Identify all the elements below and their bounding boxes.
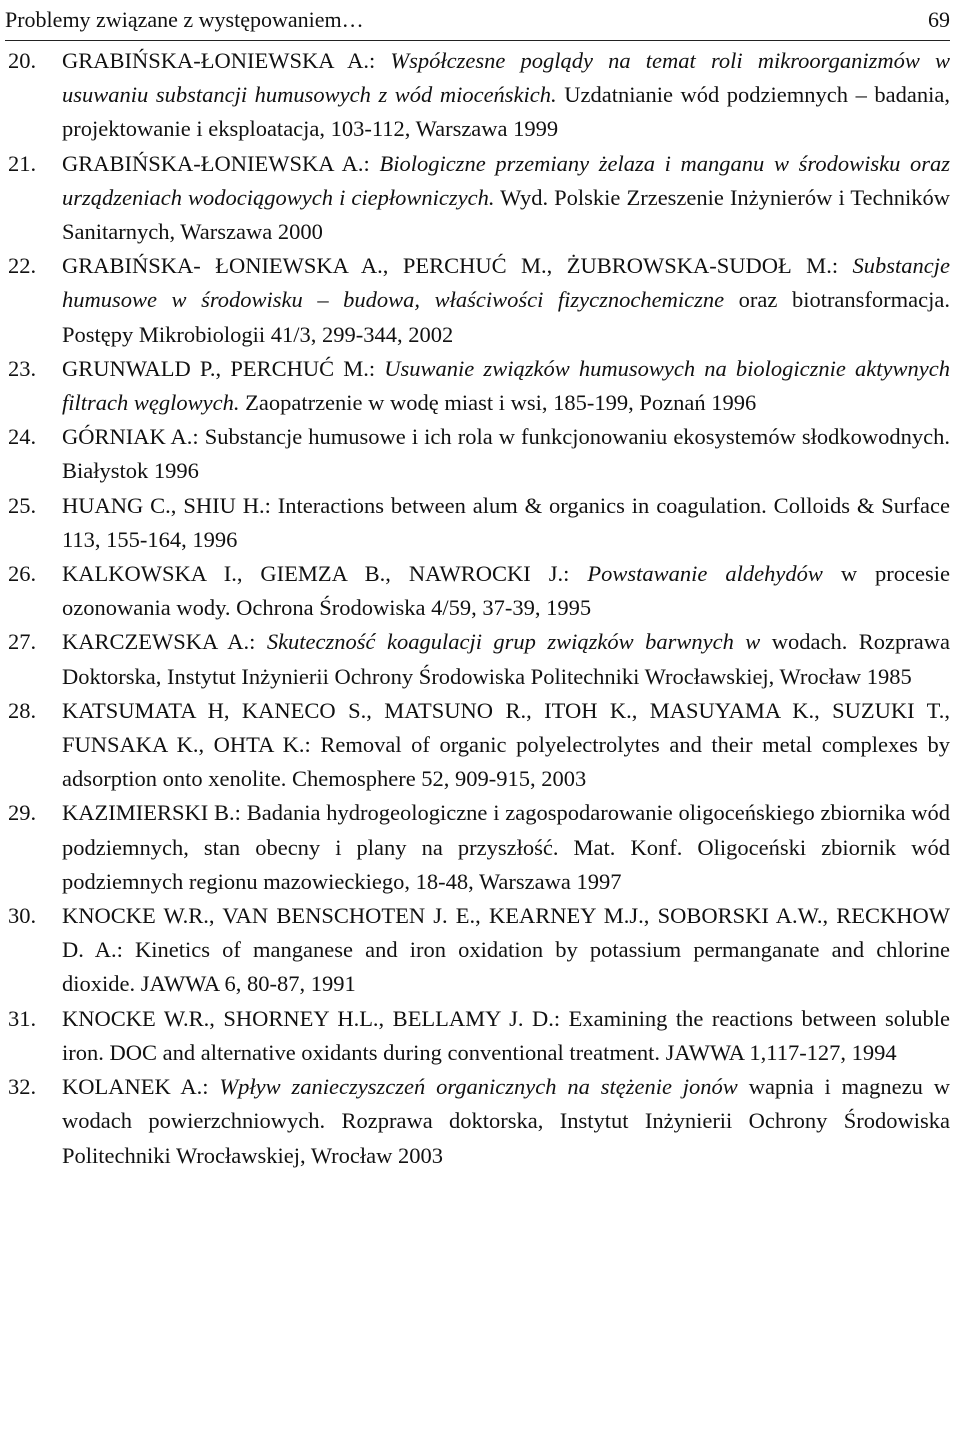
- reference-details: w procesie ozonowania wody. Ochrona Środowiska 4/59, 37-39, 1995: [62, 561, 950, 621]
- reference-item: [0, 44, 960, 147]
- reference-title: Powstawanie aldehydów: [587, 561, 823, 587]
- reference-details: Substancje humusowe i ich rola w funkcjonowaniu ekosystemów słodkowodnych. Białystok 1996: [62, 424, 950, 484]
- reference-title: Skuteczność koagulacji grup związków barwnych w: [266, 629, 761, 655]
- reference-item: [0, 1070, 960, 1173]
- reference-number: 27.: [8, 629, 37, 655]
- page-number: 69: [928, 7, 950, 32]
- reference-authors: GRABIŃSKA-ŁONIEWSKA A.:: [62, 48, 391, 73]
- reference-number: 21.: [8, 150, 37, 176]
- reference-details: Zaopatrzenie w wodę miast i wsi, 185-199, Poznań 1996: [239, 390, 757, 416]
- reference-item: [0, 1002, 960, 1070]
- reference-details: Removal of organic polyelectrolytes and their metal complexes by adsorption onto xenolite. Chemosphere 52, 909-915, 2003: [62, 732, 950, 792]
- reference-authors: KAZIMIERSKI B.:: [62, 800, 247, 826]
- reference-authors: GRABIŃSKA- ŁONIEWSKA A., PERCHUĆ M., ŻUBROWSKA-SUDOŁ M.:: [62, 253, 853, 279]
- reference-number: 23.: [8, 355, 37, 381]
- reference-authors: KALKOWSKA I., GIEMZA B., NAWROCKI J.:: [62, 561, 588, 587]
- running-header: [5, 0, 950, 41]
- reference-item: [0, 249, 960, 352]
- reference-authors: KOLANEK A.:: [62, 1074, 220, 1100]
- reference-authors: KARCZEWSKA A.:: [62, 629, 267, 655]
- reference-list: [0, 44, 960, 1173]
- reference-item: [0, 694, 960, 797]
- reference-number: 28.: [8, 697, 37, 723]
- reference-number: 26.: [8, 561, 37, 587]
- reference-title: Biologiczne przemiany żelaza i manganu w środowisku oraz urządzeniach wodociągowych i ciepłowniczych.: [62, 150, 950, 210]
- reference-details: Kinetics of manganese and iron oxidation by potassium permanganate and chlorine dioxide. JAWWA 6, 80-87, 1991: [62, 937, 950, 997]
- reference-number: 24.: [8, 424, 37, 450]
- reference-number: 32.: [8, 1074, 37, 1100]
- reference-details: oraz biotransformacja. Postępy Mikrobiologii 41/3, 299-344, 2002: [62, 287, 950, 347]
- reference-number: 20.: [8, 48, 37, 73]
- reference-number: 29.: [8, 800, 37, 826]
- reference-item: [0, 420, 960, 488]
- reference-authors: GÓRNIAK A.:: [62, 424, 205, 450]
- reference-authors: KNOCKE W.R., VAN BENSCHOTEN J. E., KEARNEY M.J., SOBORSKI A.W., RECKHOW D. A.:: [62, 903, 950, 963]
- reference-authors: KNOCKE W.R., SHORNEY H.L., BELLAMY J. D.:: [62, 1005, 569, 1031]
- reference-authors: HUANG C., SHIU H.:: [62, 492, 278, 518]
- reference-details: Wyd. Polskie Zrzeszenie Inżynierów i Techników Sanitarnych, Warszawa 2000: [62, 184, 950, 245]
- reference-item: [0, 557, 960, 625]
- reference-details: Interactions between alum & organics in coagulation. Colloids & Surface 113, 155-164, 1996: [62, 492, 950, 552]
- reference-details: Examining the reactions between soluble iron. DOC and alternative oxidants during conventional treatment. JAWWA 1,117-127, 1994: [62, 1005, 950, 1065]
- reference-authors: GRUNWALD P., PERCHUĆ M.:: [62, 355, 385, 381]
- reference-authors: KATSUMATA H, KANECO S., MATSUNO R., ITOH K., MASUYAMA K., SUZUKI T., FUNSAKA K., OHTA K.:: [62, 697, 950, 758]
- reference-number: 25.: [8, 492, 37, 518]
- reference-number: 31.: [8, 1005, 37, 1031]
- reference-title: Współczesne poglądy na temat roli mikroorganizmów w usuwaniu substancji humusowych z wód mioceńskich.: [62, 48, 950, 108]
- reference-details: Uzdatnianie wód podziemnych – badania, projektowanie i eksploatacja, 103-112, Warszawa 1999: [62, 82, 950, 142]
- reference-item: [0, 625, 960, 693]
- reference-details: Badania hydrogeologiczne i zagospodarowanie oligoceńskiego zbiornika wód podziemnych, stan obecny i plany na przyszłość. Mat. Konf. Oligoceński zbiornik wód podziemnych regionu mazowieckiego, 18-48, Warszawa 1997: [62, 800, 951, 894]
- reference-item: [0, 489, 960, 557]
- reference-number: 22.: [8, 253, 37, 279]
- reference-title: Substancje humusowe w środowisku – budowa, właściwości fizycznochemiczne: [62, 253, 950, 313]
- reference-details: wapnia i magnezu w wodach powierzchniowych. Rozprawa doktorska, Instytut Inżynierii Ochrony Środowiska Politechniki Wrocławskiej, Wrocław 2003: [62, 1074, 951, 1168]
- reference-details: wodach. Rozprawa Doktorska, Instytut Inżynierii Ochrony Środowiska Politechniki Wrocławskiej, Wrocław 1985: [62, 629, 951, 689]
- reference-item: [0, 796, 960, 899]
- reference-number: 30.: [8, 903, 37, 929]
- reference-title: Wpływ zanieczyszczeń organicznych na stężenie jonów: [219, 1074, 738, 1100]
- reference-authors: GRABIŃSKA-ŁONIEWSKA A.:: [62, 150, 380, 176]
- reference-item: [0, 352, 960, 420]
- running-title: Problemy związane z występowaniem…: [5, 7, 364, 32]
- reference-item: [0, 899, 960, 1002]
- reference-title: Usuwanie związków humusowych na biologicznie aktywnych filtrach węglowych.: [62, 355, 950, 416]
- reference-item: [0, 147, 960, 250]
